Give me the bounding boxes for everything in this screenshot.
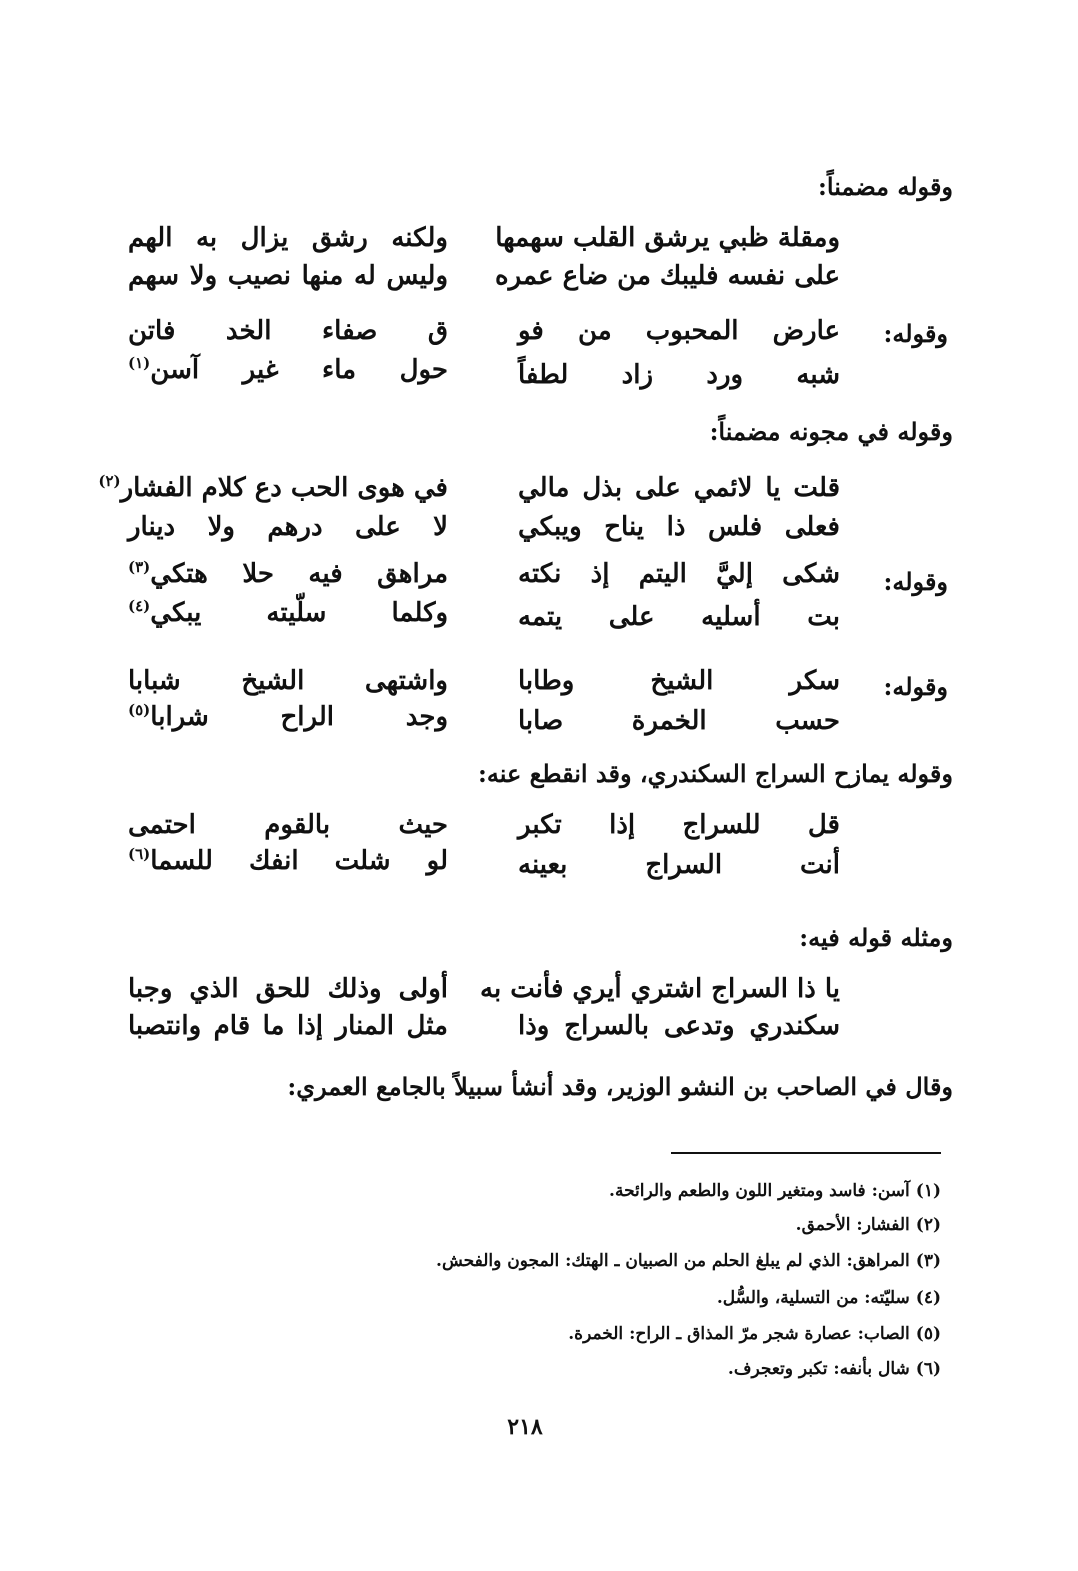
verse-hemistich-first: بت أسليه على يتمه xyxy=(518,602,840,632)
verse-hemistich-second xyxy=(128,597,448,628)
footnote-text: المراهق: الذي لم يبلغ الحلم من الصبيان ـ الهتك: المجون والفحش. xyxy=(436,1251,910,1271)
intro-line: وقوله مضمناً: xyxy=(818,172,953,201)
verse-hemistich-first: سكندري وتدعى بالسراج وذا xyxy=(518,1011,840,1041)
footnote-number: (١) xyxy=(915,1181,941,1201)
verse-prefix: وقوله: xyxy=(883,319,948,348)
verse-hemistich-first: فعلى فلس ذا يناح ويبكي xyxy=(518,512,840,542)
intro-line: ومثله قوله فيه: xyxy=(799,923,953,952)
footnote-rule xyxy=(671,1152,941,1154)
verse-hemistich-second xyxy=(128,701,448,732)
footnote xyxy=(728,1361,941,1378)
verse-prefix: وقوله: xyxy=(883,567,948,596)
hemistich-text: في هوى الحب دع كلام الفشار xyxy=(120,473,448,503)
footnote-number: (٥) xyxy=(915,1324,941,1344)
footnote-text: الفشار: الأحمق. xyxy=(795,1215,910,1235)
footnote-marker: (٣) xyxy=(128,558,151,576)
intro-line: وقال في الصاحب بن النشو الوزير، وقد أنشأ سبيلاً بالجامع العمري: xyxy=(287,1072,953,1101)
verse-hemistich-second xyxy=(128,558,448,589)
footnote-number: (٢) xyxy=(915,1215,941,1235)
footnote-marker: (٦) xyxy=(128,845,151,863)
verse-hemistich-first: ومقلة ظبي يرشق القلب سهمها xyxy=(495,223,840,253)
verse-hemistich-second: لا على درهم ولا دينار xyxy=(128,512,448,542)
hemistich-text: مراهق فيه حلا هتكي xyxy=(150,559,448,589)
intro-line: وقوله يمازح السراج السكندري، وقد انقطع عنه: xyxy=(477,759,953,788)
verse-hemistich-first: قل للسراج إذا تكبر xyxy=(518,810,840,840)
footnote-marker: (٢) xyxy=(98,472,121,490)
hemistich-text: حول ماء غير آسن xyxy=(150,355,448,385)
verse-prefix: وقوله: xyxy=(883,672,948,701)
verse-hemistich-second: حيث بالقوم احتمى xyxy=(128,810,448,840)
footnote-marker: (٤) xyxy=(128,597,151,615)
verse-hemistich-second xyxy=(128,354,448,385)
hemistich-text: وجد الراح شرابا xyxy=(150,702,448,732)
verse-hemistich-first: شبه ورد زاد لطفاً xyxy=(518,360,840,390)
hemistich-text: وكلما سلّيته يبكي xyxy=(150,598,448,628)
footnote-marker: (١) xyxy=(128,354,151,372)
footnote-text: آسن: فاسد ومتغير اللون والطعم والرائحة. xyxy=(609,1181,910,1201)
verse-hemistich-second: أولى وذلك للحق الذي وجبا xyxy=(128,974,448,1004)
footnote xyxy=(796,1217,941,1234)
footnote-number: (٦) xyxy=(915,1359,941,1379)
footnote xyxy=(717,1290,941,1307)
verse-hemistich-first: قلت يا لائمي على بذل مالي xyxy=(518,473,840,503)
footnote-marker: (٥) xyxy=(128,701,151,719)
verse-hemistich-second: ولكنه رشق يزال به الهم xyxy=(128,223,448,253)
footnote-text: الصاب: عصارة شجر مرّ المذاق ـ الراح: الخمرة. xyxy=(568,1324,910,1344)
verse-hemistich-first: سكر الشيخ وطابا xyxy=(518,666,840,696)
footnote-number: (٤) xyxy=(915,1288,941,1308)
verse-hemistich-second: مثل المنار إذا ما قام وانتصبا xyxy=(128,1011,448,1041)
footnote-text: شال بأنفه: تكبر وتعجرف. xyxy=(727,1359,910,1379)
verse-hemistich-second: وليس له منها نصيب ولا سهم xyxy=(128,261,448,291)
verse-hemistich-second xyxy=(128,845,448,876)
footnote-text: سليّته: من التسلية، والسُّل. xyxy=(716,1288,910,1308)
intro-line: وقوله في مجونه مضمناً: xyxy=(709,417,953,446)
verse-hemistich-second: واشتهى الشيخ شبابا xyxy=(128,666,448,696)
page-number: ٢١٨ xyxy=(507,1414,543,1440)
verse-hemistich-first: حسب الخمرة صابا xyxy=(518,706,840,736)
verse-hemistich-first: على نفسه فليبك من ضاع عمره xyxy=(495,261,840,291)
footnote xyxy=(436,1253,941,1270)
verse-hemistich-second: ق صفاء الخد فاتن xyxy=(128,316,448,346)
verse-hemistich-first: يا ذا السراج اشتري أيري فأنت به xyxy=(480,974,840,1004)
hemistich-text: لو شلت انفك للسما xyxy=(150,846,448,876)
verse-hemistich-second xyxy=(98,472,448,503)
verse-hemistich-first: شكى إليَّ اليتم إذ نكته xyxy=(518,559,840,589)
verse-hemistich-first: عارض المحبوب من فو xyxy=(518,316,840,346)
footnote xyxy=(609,1183,941,1200)
footnote-number: (٣) xyxy=(915,1251,941,1271)
verse-hemistich-first: أنت السراج بعينه xyxy=(518,850,840,880)
footnote xyxy=(568,1326,941,1343)
